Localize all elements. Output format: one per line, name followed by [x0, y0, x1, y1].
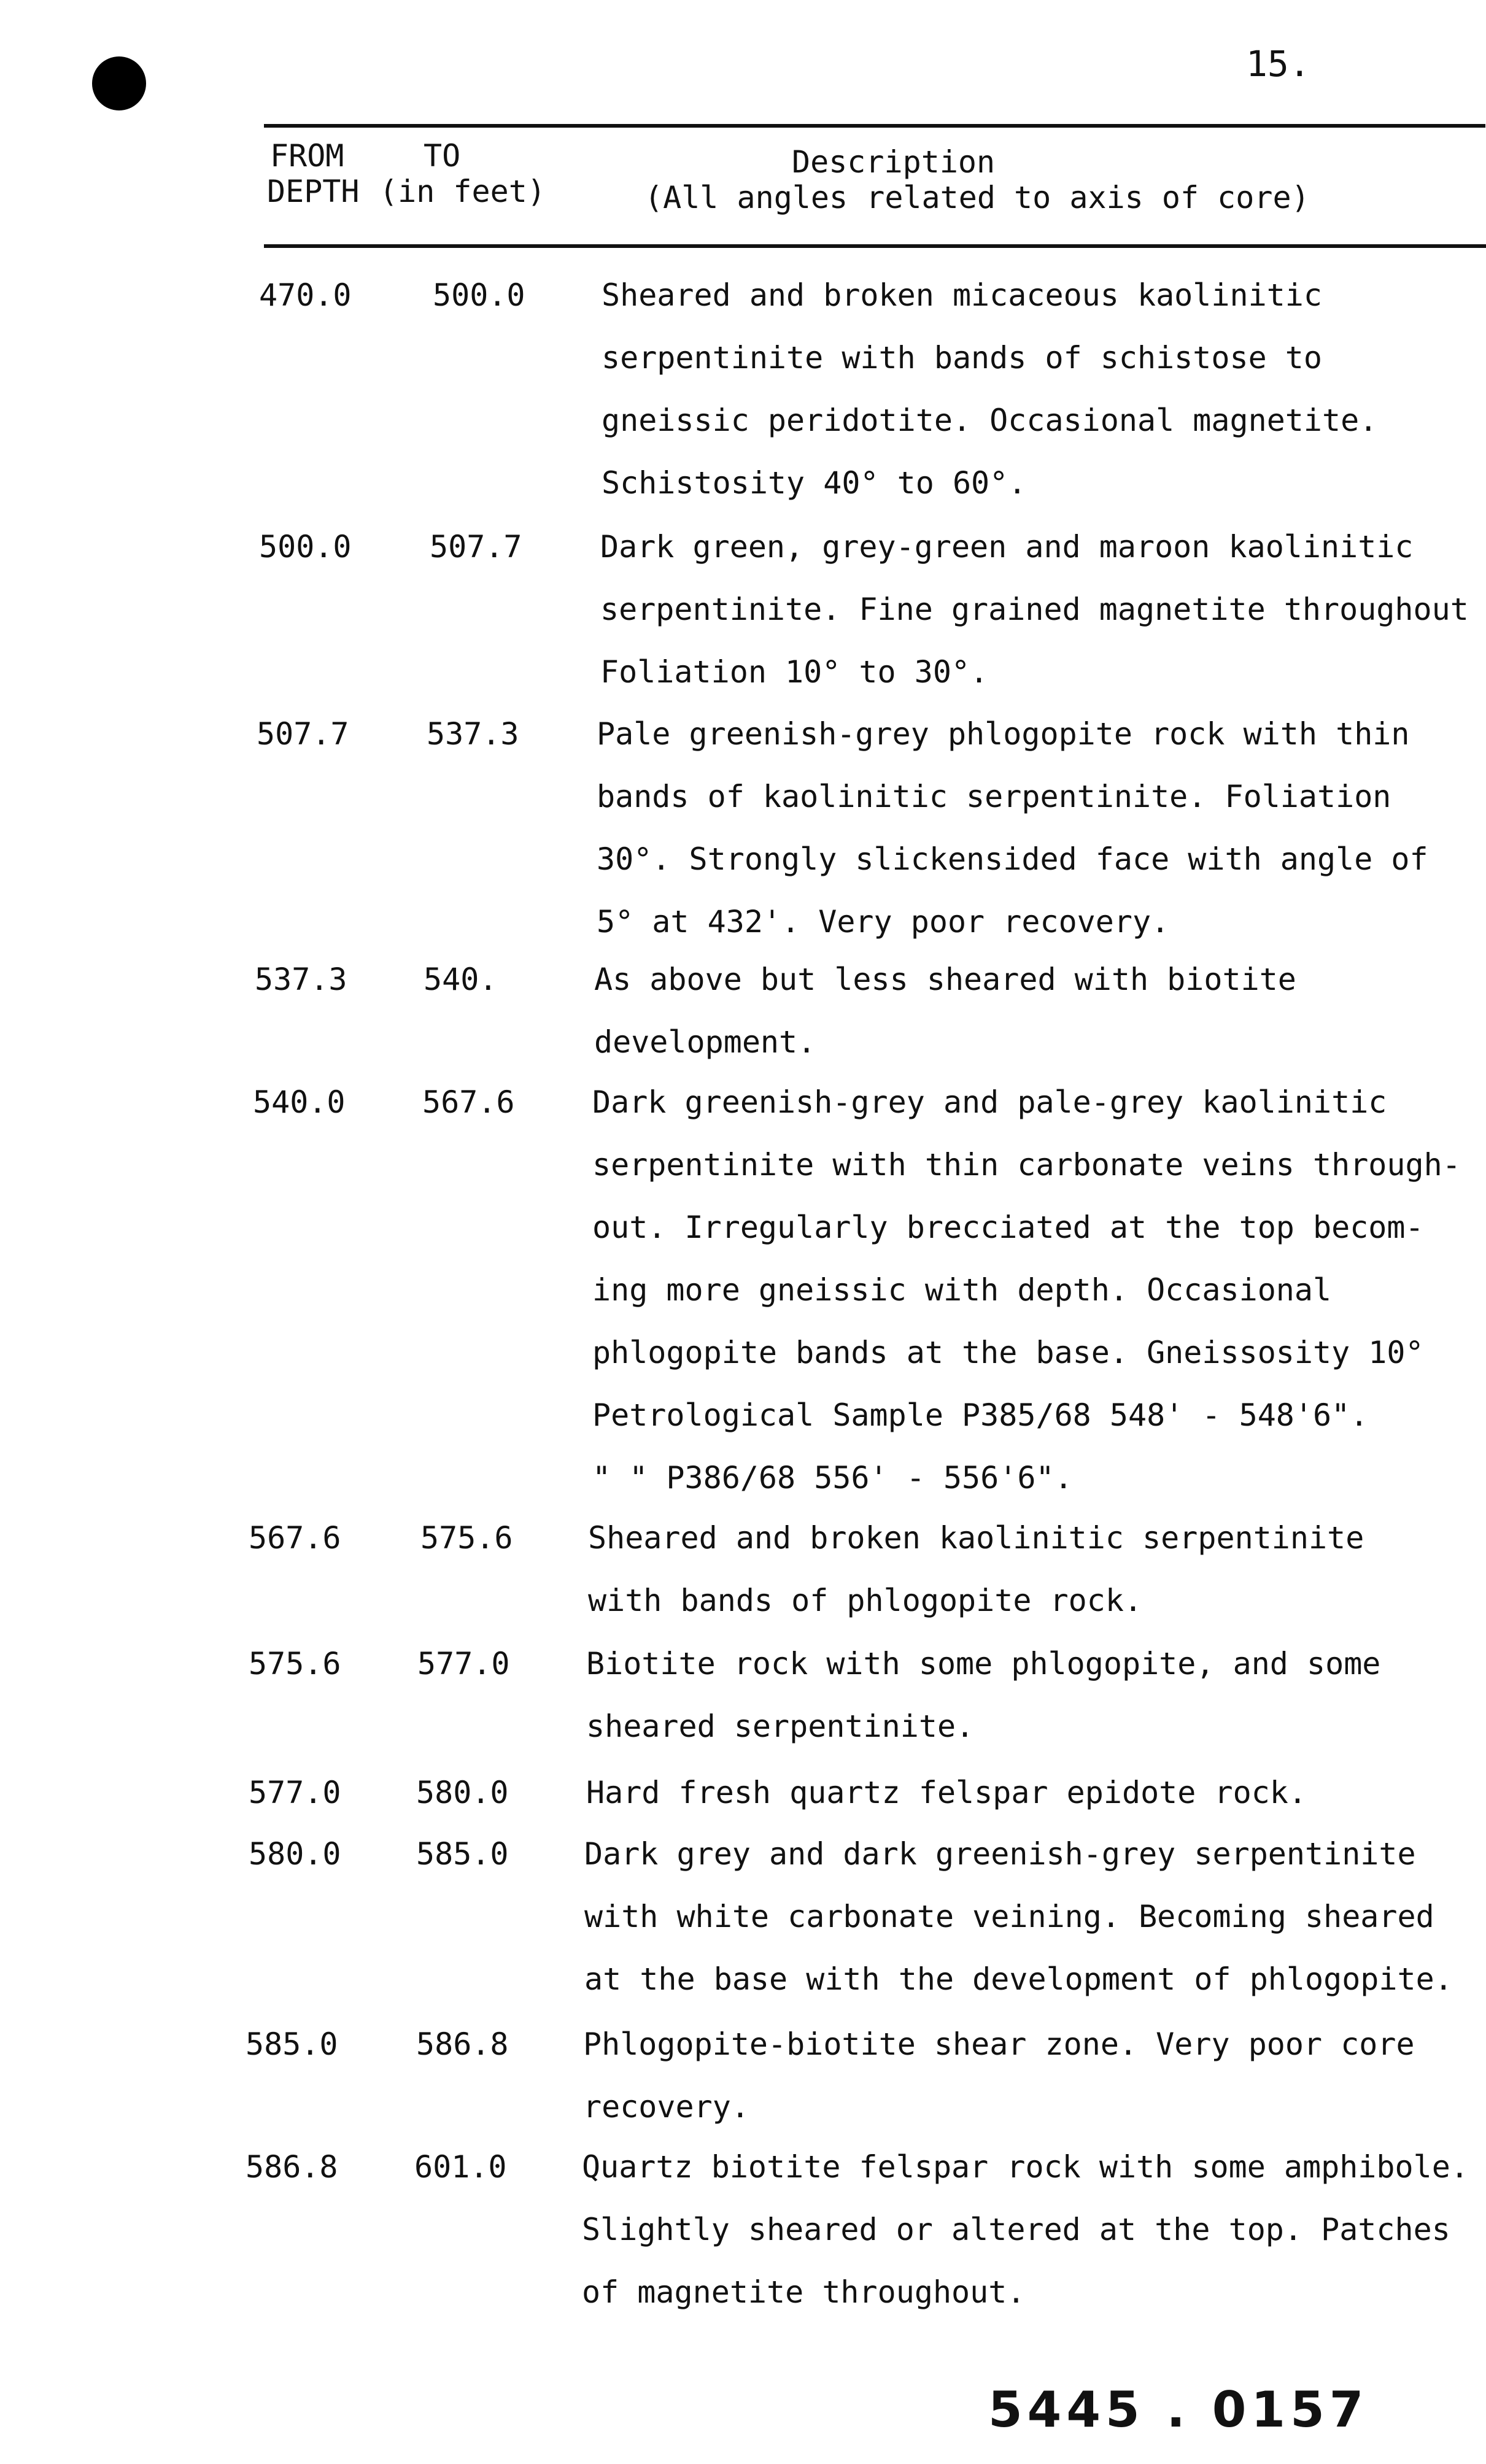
from-depth: 537.3	[255, 962, 347, 997]
description: Dark grey and dark greenish-grey serpentinite with white carbonate veining. Becoming sheared at the base with the development of phlogopite.	[584, 1836, 1453, 1997]
description: Pale greenish-grey phlogopite rock with thin bands of kaolinitic serpentinite. Foliation 30°. Strongly slickensided face with angle of 5° at 432'. Very poor recovery.	[597, 716, 1428, 940]
to-depth: 580.0	[416, 1775, 509, 1810]
header-from: FROM	[270, 138, 344, 174]
page-number: 15.	[1246, 43, 1310, 85]
to-depth: 585.0	[416, 1836, 509, 1872]
to-depth: 577.0	[417, 1646, 510, 1682]
to-depth: 586.8	[416, 2026, 509, 2062]
to-depth: 567.6	[422, 1084, 515, 1120]
to-depth: 540.	[424, 962, 498, 997]
header-in-feet: (in feet)	[379, 174, 546, 209]
to-depth: 507.7	[430, 529, 522, 565]
description: Sheared and broken kaolinitic serpentinite with bands of phlogopite rock.	[588, 1520, 1364, 1618]
to-depth: 500.0	[433, 277, 525, 313]
header-depth: DEPTH	[267, 174, 360, 209]
from-depth: 575.6	[249, 1646, 341, 1682]
description: As above but less sheared with biotite development.	[594, 962, 1296, 1060]
description: Dark green, grey-green and maroon kaolinitic serpentinite. Fine grained magnetite throughout Foliation 10° to 30°.	[600, 529, 1469, 690]
header-description: Description	[792, 144, 996, 180]
description: Phlogopite-biotite shear zone. Very poor core recovery.	[583, 2026, 1415, 2125]
from-depth: 507.7	[257, 716, 349, 752]
header-angles-note: (All angles related to axis of core)	[644, 180, 1310, 215]
from-depth: 580.0	[249, 1836, 341, 1872]
from-depth: 577.0	[249, 1775, 341, 1810]
to-depth: 575.6	[420, 1520, 513, 1556]
from-depth: 567.6	[249, 1520, 341, 1556]
to-depth: 601.0	[414, 2149, 507, 2185]
from-depth: 470.0	[259, 277, 352, 313]
to-depth: 537.3	[427, 716, 519, 752]
from-depth: 540.0	[253, 1084, 346, 1120]
document-number-stamp: 5445 . 0157	[988, 2381, 1369, 2438]
description: Sheared and broken micaceous kaolinitic serpentinite with bands of schistose to gneissic peridotite. Occasional magnetite. Schistosity 40° to 60°.	[602, 277, 1378, 501]
description: Biotite rock with some phlogopite, and some sheared serpentinite.	[586, 1646, 1381, 1744]
header-to: TO	[424, 138, 461, 174]
from-depth: 500.0	[259, 529, 352, 565]
description: Dark greenish-grey and pale-grey kaolinitic serpentinite with thin carbonate veins through- out. Irregularly brecciated at the top becom- ing more gneissic with depth. Occasional phlogopite bands at the base. Gneissosity 10° Petrological Sample P385/68 548' - 548'6". " " P386/68 556' - 556'6".	[592, 1084, 1461, 1496]
from-depth: 586.8	[246, 2149, 338, 2185]
from-depth: 585.0	[246, 2026, 338, 2062]
description: Quartz biotite felspar rock with some amphibole. Slightly sheared or altered at the top. Patches of magnetite throughout.	[582, 2149, 1469, 2310]
description: Hard fresh quartz felspar epidote rock.	[586, 1775, 1307, 1810]
